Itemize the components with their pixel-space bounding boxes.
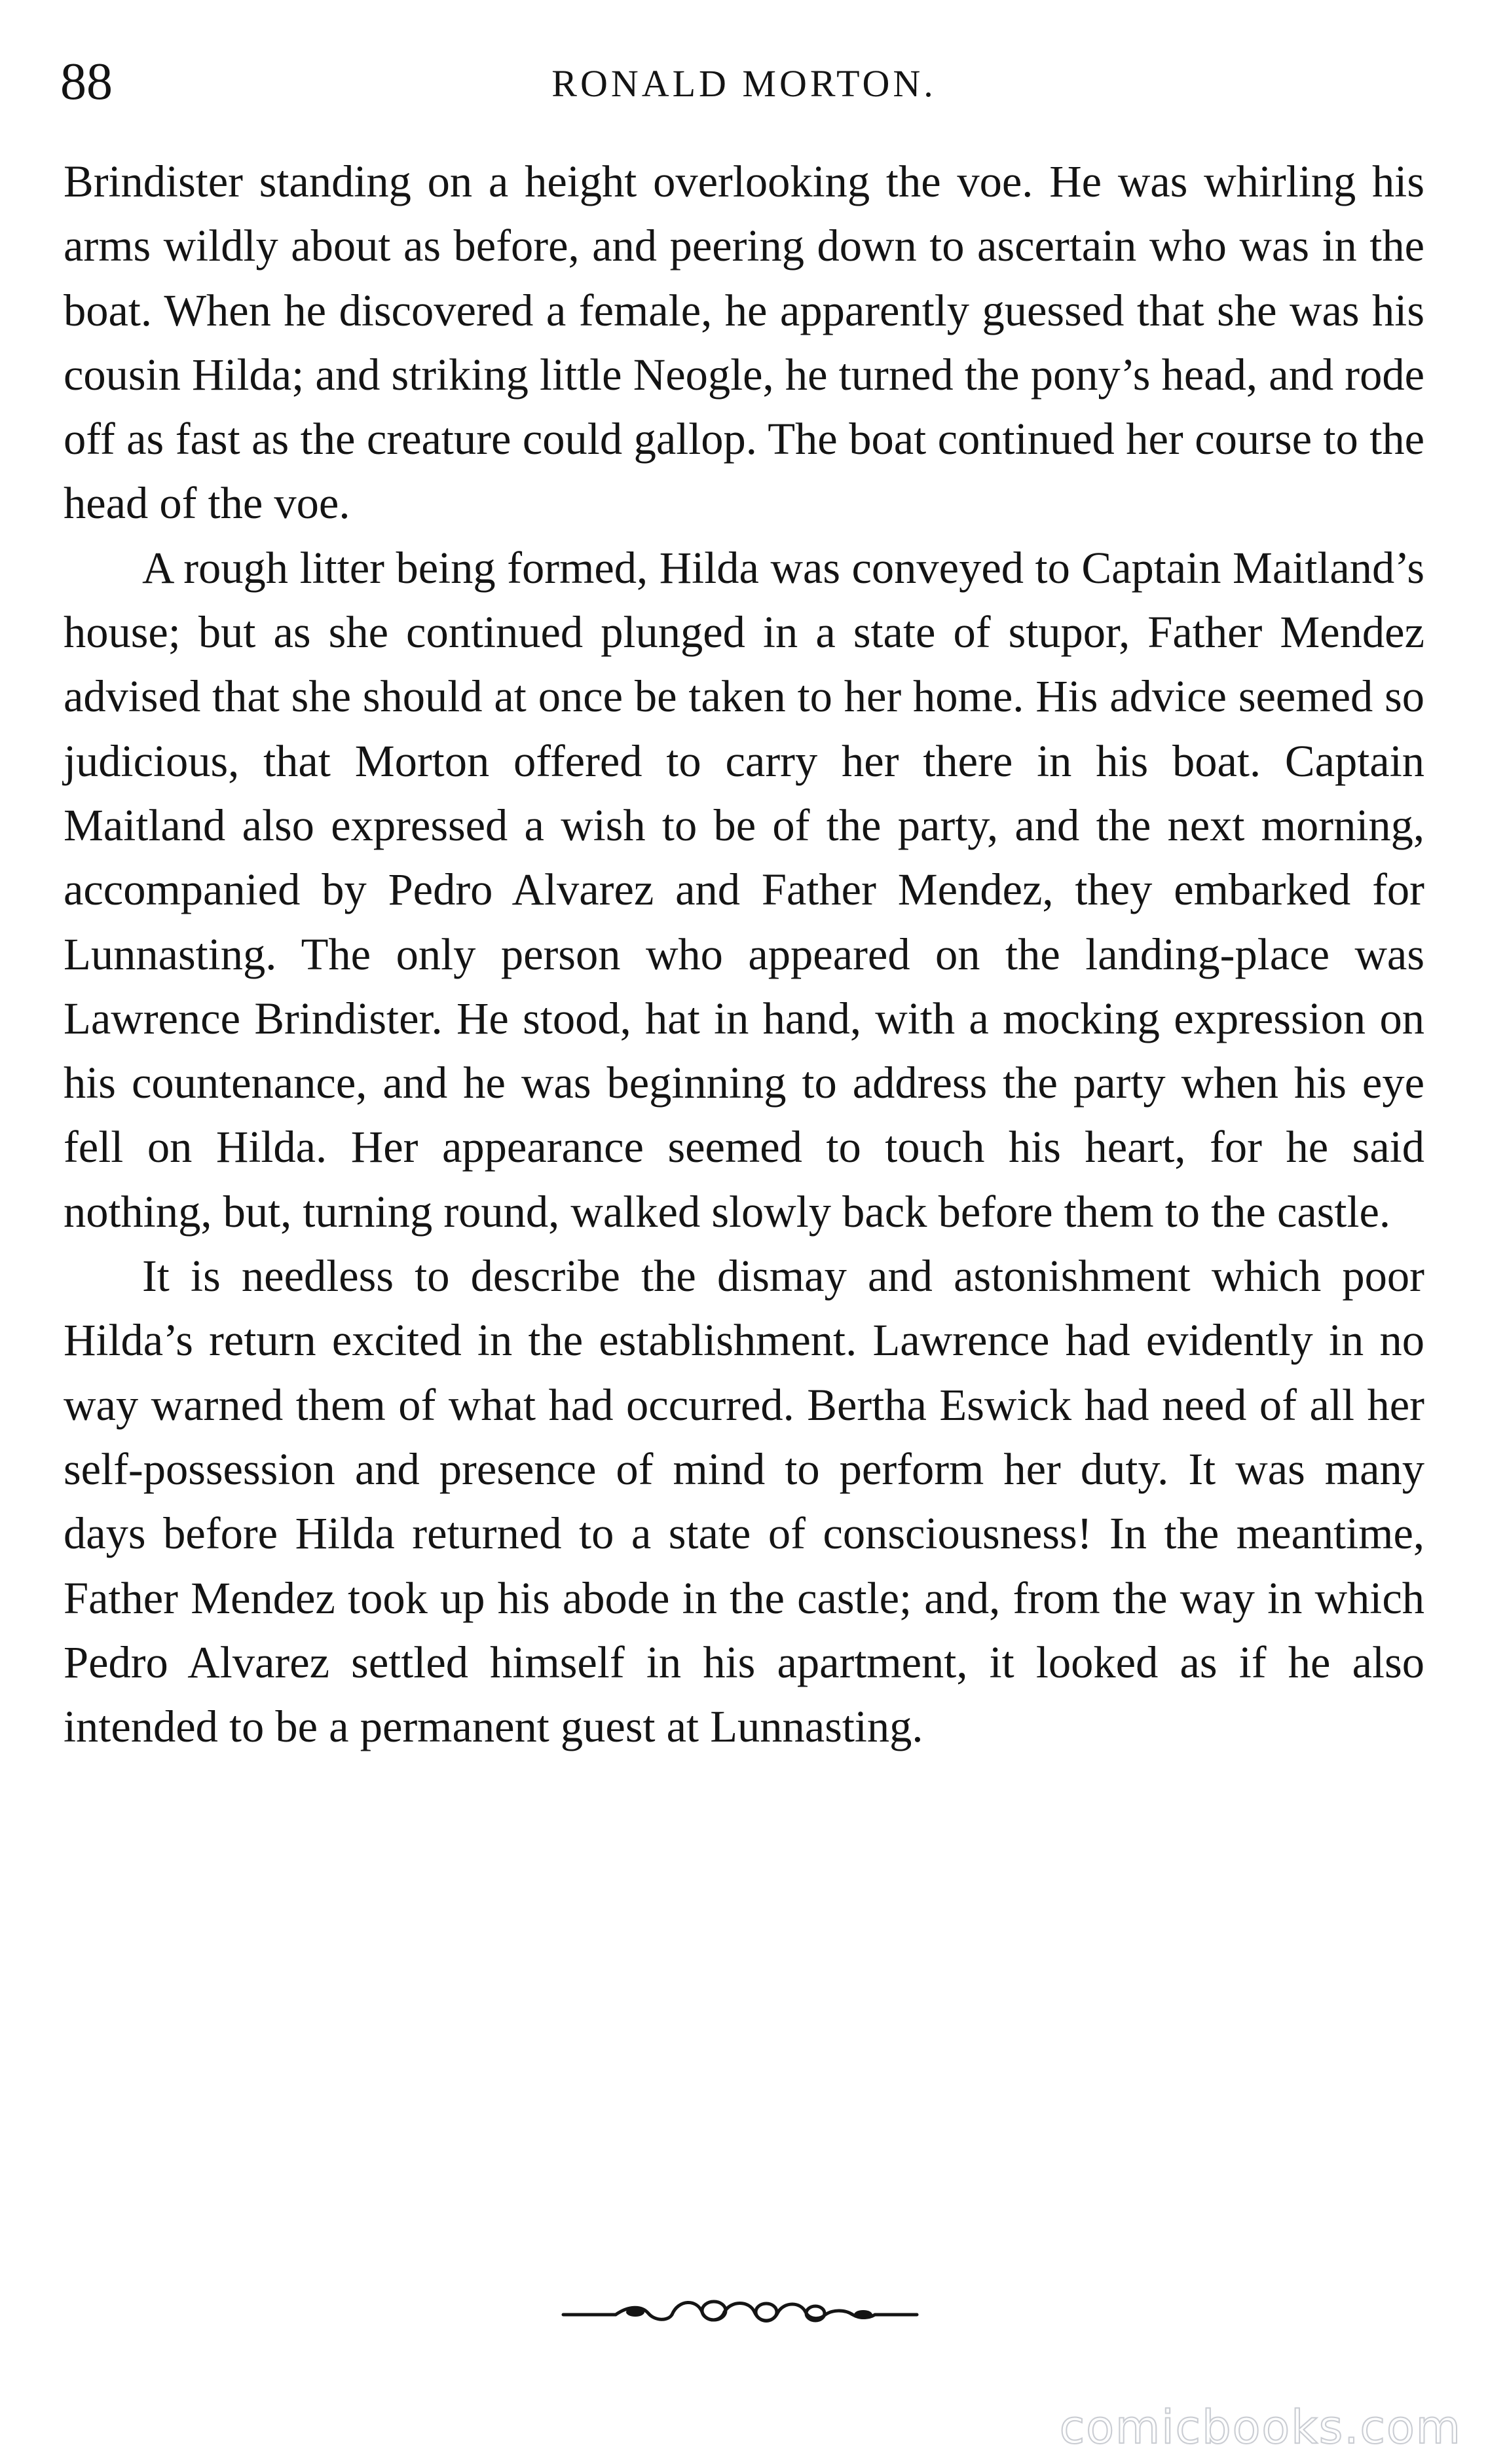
paragraph-2: A rough litter being formed, Hilda was conveyed to Captain Maitland’s house; but as she continued plunged in a state of stupor, Father Mendez advised that she should at once be taken to her home. His advice seemed so judicious, that Morton offered to carry her there in his boat. Captain Maitland also expressed a wish to be of the party, and the next morning, accompanied by Pedro Alvarez and Father Mendez, they embarked for Lunnasting. The only person who appeared on the landing-place was Lawrence Brindister. He stood, hat in hand, with a mocking expression on his countenance, and he was beginning to address the party when his eye fell on Hilda. Her appearance seemed to touch his heart, for he said nothing, but, turning round, walked slowly back before them to the castle. bbox=[64, 542, 1424, 1237]
page-body-text bbox=[64, 149, 1424, 1759]
running-title: RONALD MORTON. bbox=[551, 62, 937, 105]
page-number: 88 bbox=[60, 53, 113, 111]
paragraph-1: Brindister standing on a height overlooking the voe. He was whirling his arms wildly about as before, and peering down to ascertain who was in the boat. When he discovered a female, he apparently guessed that she was his cousin Hilda; and striking little Neogle, he turned the pony’s head, and rode off as fast as the creature could gallop. The boat continued her course to the head of the voe. bbox=[64, 157, 1424, 529]
page-header bbox=[60, 46, 1428, 118]
paragraph-3: It is needless to describe the dismay and astonishment which poor Hilda’s return excited in the establishment. Lawrence had evidently in no way warned them of what had occurred. Bertha Eswick had need of all her self-possession and presence of mind to perform her duty. It was many days before Hilda returned to a state of consciousness! In the meantime, Father Mendez took up his abode in the castle; and, from the way in which Pedro Alvarez settled himself in his apartment, it looked as if he also intended to be a permanent guest at Lunnasting. bbox=[64, 1251, 1424, 1752]
decorative-scroll-ornament-icon bbox=[557, 2286, 923, 2338]
watermark-text: comicbooks.com bbox=[1059, 2400, 1462, 2454]
